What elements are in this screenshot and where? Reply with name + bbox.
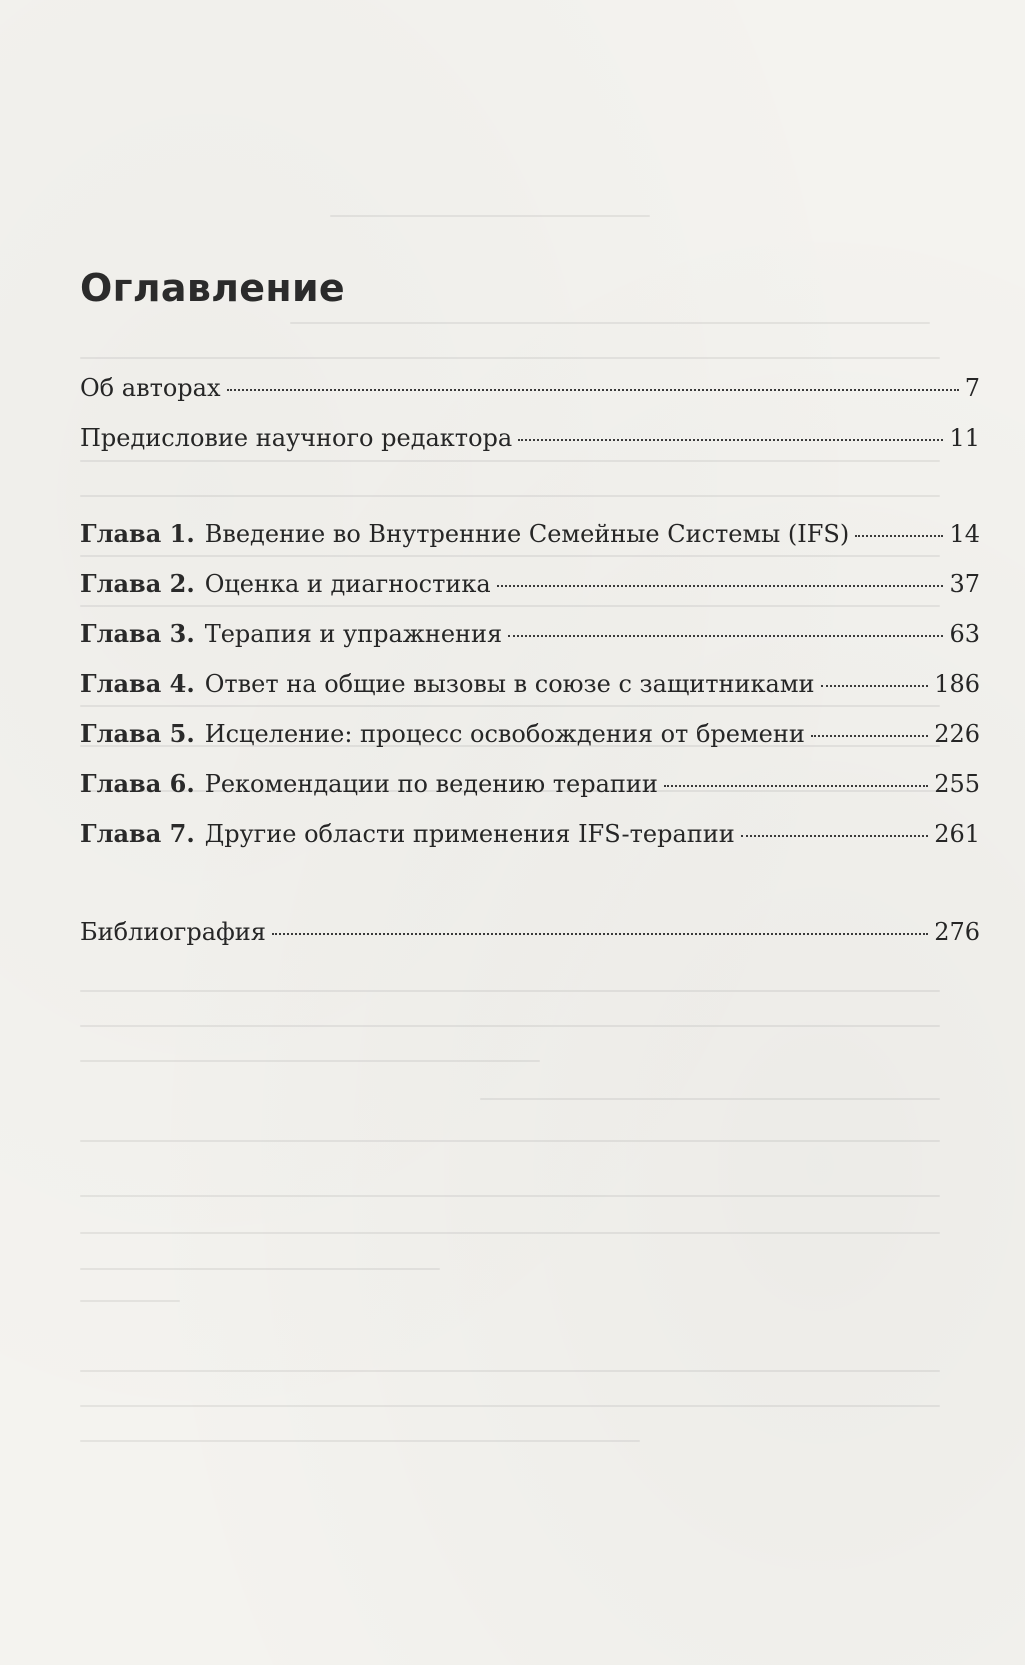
toc-entry-label: Об авторах [80,374,221,402]
toc-entry-label: Терапия и упражнения [204,620,503,648]
chapter-number: Глава 7. [80,819,195,848]
toc-entry-chapter-3 [80,619,980,669]
toc-entry-editor-preface [80,423,980,473]
table-of-contents [80,265,980,967]
toc-entry-label: Введение во Внутренние Семейные Системы (IFS) [204,520,850,548]
dot-leader [508,635,943,637]
toc-entry-page: 226 [934,720,980,748]
toc-entry-chapter-2 [80,569,980,619]
chapter-number: Глава 3. [80,619,195,648]
toc-entry-label: Предисловие научного редактора [80,424,513,452]
dot-leader [811,735,928,737]
toc-entry-page: 186 [934,670,980,698]
toc-entry-page: 11 [949,424,980,452]
toc-entry-label: Ответ на общие вызовы в союзе с защитниками [204,670,815,698]
toc-entry-page: 7 [964,374,980,402]
toc-entry-page: 276 [934,918,980,946]
chapter-number: Глава 5. [80,719,195,748]
section-spacer [80,473,980,519]
toc-entry-label: Исцеление: процесс освобождения от бремени [204,720,805,748]
toc-entry-label: Оценка и диагностика [204,570,491,598]
toc-entry-chapter-5 [80,719,980,769]
toc-entry-chapter-7 [80,819,980,869]
toc-entry-page: 14 [949,520,980,548]
dot-leader [664,785,928,787]
dot-leader [741,835,928,837]
toc-entry-page: 37 [949,570,980,598]
toc-entry-chapter-6 [80,769,980,819]
toc-entry-label: Другие области применения IFS-терапии [204,820,735,848]
toc-entry-chapter-1 [80,519,980,569]
chapter-number: Глава 2. [80,569,195,598]
toc-entry-bibliography [80,917,980,967]
dot-leader [821,685,929,687]
toc-entry-label: Библиография [80,918,266,946]
dot-leader [855,535,943,537]
toc-entry-page: 255 [934,770,980,798]
section-spacer [80,869,980,917]
toc-title: Оглавление [80,266,345,310]
chapter-number: Глава 1. [80,519,195,548]
toc-entry-label: Рекомендации по ведению терапии [204,770,658,798]
toc-entry-about-authors [80,373,980,423]
toc-entry-page: 261 [934,820,980,848]
dot-leader [518,439,943,441]
dot-leader [497,585,944,587]
dot-leader [272,933,928,935]
dot-leader [227,389,959,391]
toc-entry-chapter-4 [80,669,980,719]
toc-entry-page: 63 [949,620,980,648]
chapter-number: Глава 4. [80,669,195,698]
chapter-number: Глава 6. [80,769,195,798]
